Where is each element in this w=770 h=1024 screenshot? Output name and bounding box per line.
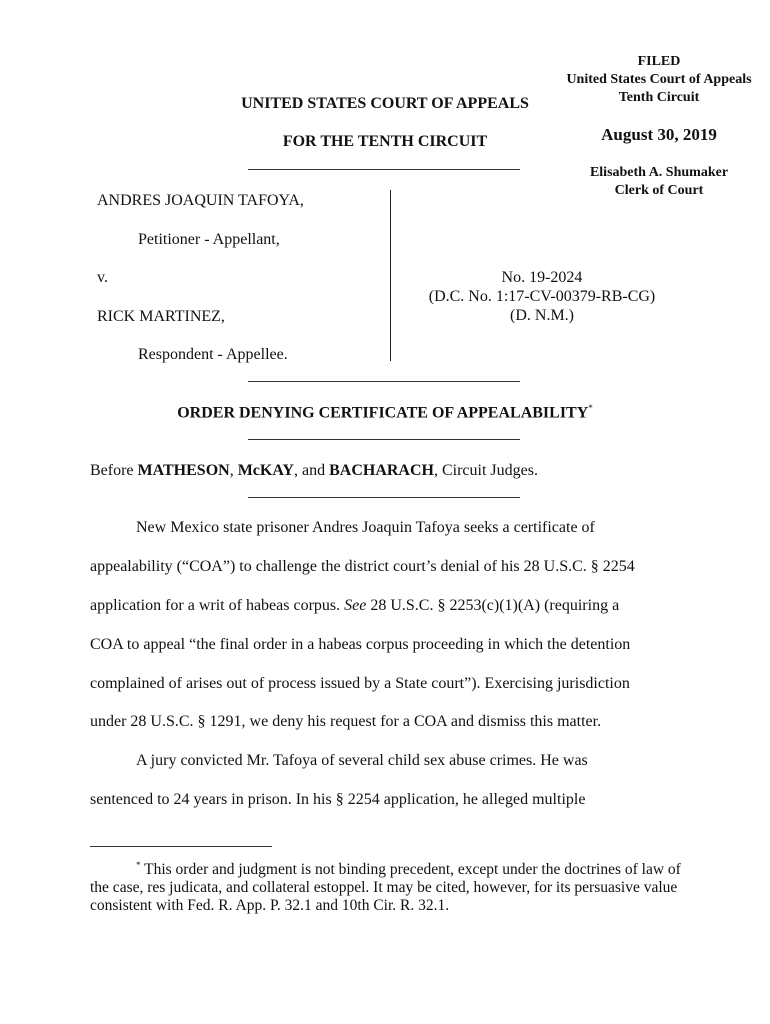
appellee-role: Respondent - Appellee. [138,346,288,363]
order-title-footnote-marker: * [588,403,593,413]
body-line-6: under 28 U.S.C. § 1291, we deny his request for a COA and dismiss this matter. [90,713,602,730]
clerk-title: Clerk of Court [614,183,704,198]
district-court: (D. N.M.) [510,307,574,324]
footnote-text: This order and judgment is not binding precedent, except under the doctrines of law of the case, res judicata, and collateral estoppel. It may be cited, however, for its persuasive value consistent with Fed. R. App. P. 32.1 and 10th Cir. R. 32.1. [90,861,681,915]
judge-mckay: McKAY [237,462,294,479]
footnote-marker: * [136,860,141,870]
panel-sep2: , and [293,462,330,479]
see-signal: See [344,597,367,614]
district-case-number: (D.C. No. 1:17-CV-00379-RB-CG) [428,288,656,305]
versus: v. [97,269,108,286]
filed-date: August 30, 2019 [601,125,717,144]
appellant-role: Petitioner - Appellant, [138,231,280,248]
order-title-text: ORDER DENYING CERTIFICATE OF APPEALABILITY [177,404,589,422]
stamp-court: United States Court of Appeals [566,72,752,87]
body-line-8: sentenced to 24 years in prison. In his § 2254 application, he alleged multiple [90,791,586,808]
judge-matheson: MATHESON [137,462,230,479]
panel-rule [248,497,520,498]
case-number-block [412,268,672,325]
appellee-name: RICK MARTINEZ, [97,308,225,325]
order-title [100,403,670,422]
case-number: No. 19-2024 [501,269,583,286]
body-line-3-a: application for a writ of habeas corpus. [90,597,345,614]
appellant-name: ANDRES JOAQUIN TAFOYA, [97,192,304,209]
circuit-name: FOR THE TENTH CIRCUIT [282,133,488,150]
caption-rule [248,381,520,382]
footnote-rule [90,846,272,847]
body-line-3 [90,597,619,615]
body-line-1: New Mexico state prisoner Andres Joaquin Tafoya seeks a certificate of [136,519,595,536]
body-line-5: complained of arises out of process issued by a State court”). Exercising jurisdiction [90,675,630,692]
filed-label: FILED [637,54,681,69]
header-rule [248,169,520,170]
body-line-4: COA to appeal “the final order in a habeas corpus proceeding in which the detention [90,636,631,653]
stamp-circuit: Tenth Circuit [618,90,700,105]
clerk-name: Elisabeth A. Shumaker [589,165,729,180]
body-line-2: appealability (“COA”) to challenge the district court’s denial of his 28 U.S.C. § 2254 [90,558,635,575]
footnote [90,856,690,915]
court-name: UNITED STATES COURT OF APPEALS [241,95,529,112]
panel-suffix: , Circuit Judges. [433,462,538,479]
title-rule [248,439,520,440]
body-line-7: A jury convicted Mr. Tafoya of several child sex abuse crimes. He was [136,752,588,769]
panel-sep1: , [229,462,238,479]
judge-bacharach: BACHARACH [329,462,434,479]
panel-prefix: Before [90,462,138,479]
body-line-3-b: 28 U.S.C. § 2253(c)(1)(A) (requiring a [366,597,620,614]
panel-line [90,462,538,480]
caption-divider [390,190,391,361]
